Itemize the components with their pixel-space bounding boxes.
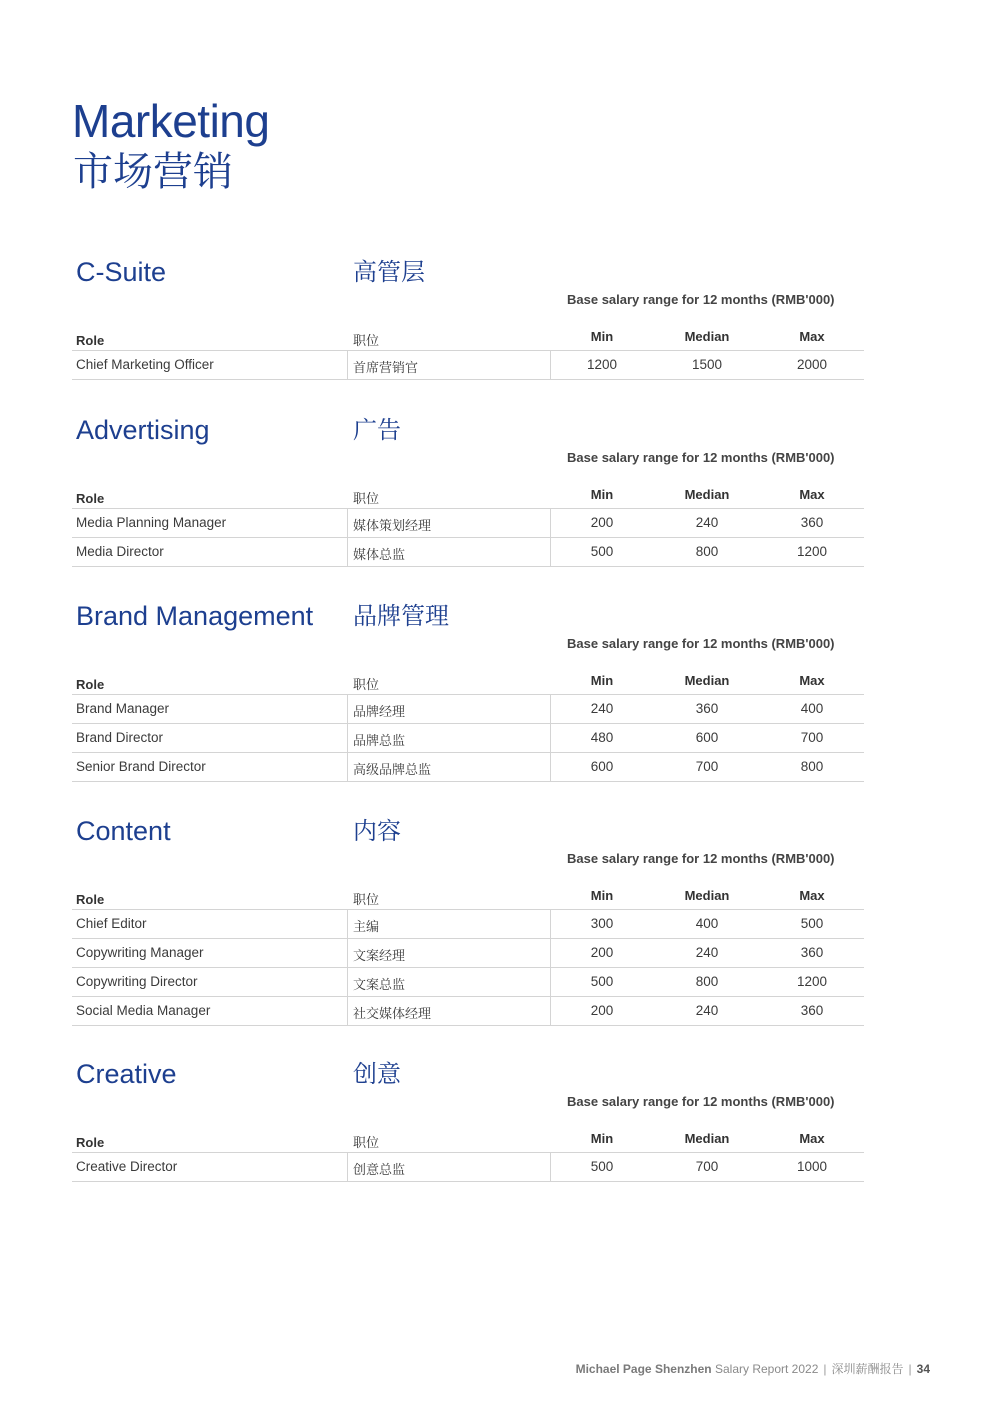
position-cell <box>347 509 551 537</box>
median-salary-cell: 700 <box>695 759 719 774</box>
role-cell: Media Planning Manager <box>76 515 227 530</box>
table-body <box>72 1152 864 1182</box>
column-header-role: Role <box>76 333 105 348</box>
section-title-chinese: 品牌管理 <box>353 602 449 630</box>
position-text: 品牌经理 <box>353 705 406 720</box>
section-title-chinese: 创意 <box>353 1060 401 1088</box>
role-cell: Brand Director <box>76 730 164 745</box>
table-row <box>72 350 864 380</box>
max-salary-cell: 1200 <box>796 974 828 989</box>
median-salary-cell: 700 <box>695 1159 719 1174</box>
column-header-max: Max <box>799 487 825 502</box>
section-header <box>72 1058 864 1109</box>
max-salary-cell: 1000 <box>796 1159 828 1174</box>
footer-report-chinese: 深圳薪酬报告 <box>831 1362 904 1376</box>
section-title-chinese: 广告 <box>353 416 401 444</box>
section-title: Creative <box>76 1059 177 1089</box>
column-header-max: Max <box>799 673 825 688</box>
table-row <box>72 909 864 938</box>
role-cell: Chief Editor <box>76 916 147 931</box>
median-salary-cell: 800 <box>695 974 719 989</box>
table-body <box>72 909 864 1026</box>
min-salary-cell: 200 <box>590 515 614 530</box>
position-text: 文案经理 <box>353 949 406 964</box>
position-cell <box>347 351 551 379</box>
column-header-max: Max <box>799 329 825 344</box>
salary-range-label: Base salary range for 12 months (RMB'000) <box>567 292 835 307</box>
min-salary-cell: 500 <box>590 544 614 559</box>
median-salary-cell: 240 <box>695 515 719 530</box>
salary-range-label: Base salary range for 12 months (RMB'000) <box>567 1094 835 1109</box>
table-row <box>72 694 864 723</box>
min-salary-cell: 480 <box>590 730 614 745</box>
salary-range-label: Base salary range for 12 months (RMB'000) <box>567 450 835 465</box>
max-salary-cell: 1200 <box>796 544 828 559</box>
position-cell <box>347 910 551 938</box>
min-salary-cell: 500 <box>590 974 614 989</box>
median-salary-cell: 240 <box>695 945 719 960</box>
footer-separator: | <box>823 1362 827 1376</box>
max-salary-cell: 800 <box>800 759 824 774</box>
max-salary-cell: 360 <box>800 1003 824 1018</box>
median-salary-cell: 600 <box>695 730 719 745</box>
role-cell: Creative Director <box>76 1159 178 1174</box>
min-salary-cell: 600 <box>590 759 614 774</box>
table-row <box>72 752 864 782</box>
median-salary-cell: 240 <box>695 1003 719 1018</box>
column-header-min: Min <box>590 673 614 688</box>
column-header-position: 职位 <box>353 678 380 693</box>
table-body <box>72 694 864 782</box>
column-header-median: Median <box>684 673 730 688</box>
column-header-median: Median <box>684 888 730 903</box>
table-row <box>72 508 864 537</box>
table-row <box>72 723 864 752</box>
position-cell <box>347 538 551 566</box>
role-cell: Copywriting Manager <box>76 945 204 960</box>
column-header-role: Role <box>76 677 105 692</box>
column-header-min: Min <box>590 888 614 903</box>
max-salary-cell: 700 <box>800 730 824 745</box>
max-salary-cell: 2000 <box>796 357 828 372</box>
role-cell: Chief Marketing Officer <box>76 357 214 372</box>
column-header-median: Median <box>684 487 730 502</box>
role-cell: Brand Manager <box>76 701 170 716</box>
position-text: 文案总监 <box>353 978 406 993</box>
min-salary-cell: 200 <box>590 945 614 960</box>
section-title: Advertising <box>76 415 210 445</box>
table-body <box>72 350 864 380</box>
column-header-row <box>72 875 864 909</box>
min-salary-cell: 240 <box>590 701 614 716</box>
position-text: 首席营销官 <box>353 361 419 376</box>
column-header-position: 职位 <box>353 334 380 349</box>
section-title: C-Suite <box>76 257 167 287</box>
max-salary-cell: 400 <box>800 701 824 716</box>
max-salary-cell: 360 <box>800 515 824 530</box>
column-header-position: 职位 <box>353 893 380 908</box>
salary-section <box>72 414 864 567</box>
min-salary-cell: 300 <box>590 916 614 931</box>
position-text: 高级品牌总监 <box>353 763 432 778</box>
footer-report: Salary Report 2022 <box>714 1362 819 1376</box>
role-cell: Copywriting Director <box>76 974 198 989</box>
column-header-max: Max <box>799 1131 825 1146</box>
salary-range-label: Base salary range for 12 months (RMB'000) <box>567 636 835 651</box>
role-cell: Media Director <box>76 544 164 559</box>
section-title-chinese: 高管层 <box>353 258 425 286</box>
salary-section <box>72 256 864 380</box>
role-cell: Senior Brand Director <box>76 759 206 774</box>
position-text: 媒体总监 <box>353 548 406 563</box>
column-header-position: 职位 <box>353 1136 380 1151</box>
max-salary-cell: 360 <box>800 945 824 960</box>
column-header-row <box>72 474 864 508</box>
section-header <box>72 414 864 465</box>
position-cell <box>347 724 551 752</box>
max-salary-cell: 500 <box>800 916 824 931</box>
table-row <box>72 938 864 967</box>
section-title-chinese: 内容 <box>353 817 401 845</box>
column-header-row <box>72 316 864 350</box>
section-header <box>72 256 864 307</box>
position-cell <box>347 695 551 723</box>
column-header-row <box>72 1118 864 1152</box>
position-text: 社交媒体经理 <box>353 1007 432 1022</box>
salary-section <box>72 815 864 1026</box>
min-salary-cell: 200 <box>590 1003 614 1018</box>
page-footer <box>576 1360 930 1377</box>
column-header-min: Min <box>590 487 614 502</box>
salary-section <box>72 600 864 782</box>
position-text: 媒体策划经理 <box>353 519 432 534</box>
position-cell <box>347 1153 551 1181</box>
salary-section <box>72 1058 864 1182</box>
column-header-median: Median <box>684 329 730 344</box>
section-title: Content <box>76 816 171 846</box>
footer-brand: Michael Page Shenzhen <box>575 1362 712 1376</box>
position-cell <box>347 939 551 967</box>
position-text: 创意总监 <box>353 1163 406 1178</box>
footer-separator: | <box>908 1362 912 1376</box>
position-text: 主编 <box>353 920 380 935</box>
min-salary-cell: 1200 <box>586 357 618 372</box>
role-cell: Social Media Manager <box>76 1003 211 1018</box>
median-salary-cell: 360 <box>695 701 719 716</box>
column-header-row <box>72 660 864 694</box>
median-salary-cell: 400 <box>695 916 719 931</box>
section-header <box>72 600 864 651</box>
table-body <box>72 508 864 567</box>
column-header-max: Max <box>799 888 825 903</box>
position-text: 品牌总监 <box>353 734 406 749</box>
column-header-role: Role <box>76 491 105 506</box>
position-cell <box>347 753 551 781</box>
column-header-role: Role <box>76 1135 105 1150</box>
column-header-median: Median <box>684 1131 730 1146</box>
column-header-min: Min <box>590 329 614 344</box>
column-header-position: 职位 <box>353 492 380 507</box>
section-header <box>72 815 864 866</box>
median-salary-cell: 800 <box>695 544 719 559</box>
table-row <box>72 1152 864 1182</box>
column-header-min: Min <box>590 1131 614 1146</box>
page-number: 34 <box>916 1362 930 1376</box>
position-cell <box>347 968 551 996</box>
table-row <box>72 996 864 1026</box>
median-salary-cell: 1500 <box>691 357 723 372</box>
page-title-chinese: 市场营销 <box>73 149 233 195</box>
table-row <box>72 537 864 567</box>
position-cell <box>347 997 551 1025</box>
min-salary-cell: 500 <box>590 1159 614 1174</box>
salary-range-label: Base salary range for 12 months (RMB'000) <box>567 851 835 866</box>
section-title: Brand Management <box>76 601 314 631</box>
page-title: Marketing <box>72 95 270 147</box>
column-header-role: Role <box>76 892 105 907</box>
table-row <box>72 967 864 996</box>
